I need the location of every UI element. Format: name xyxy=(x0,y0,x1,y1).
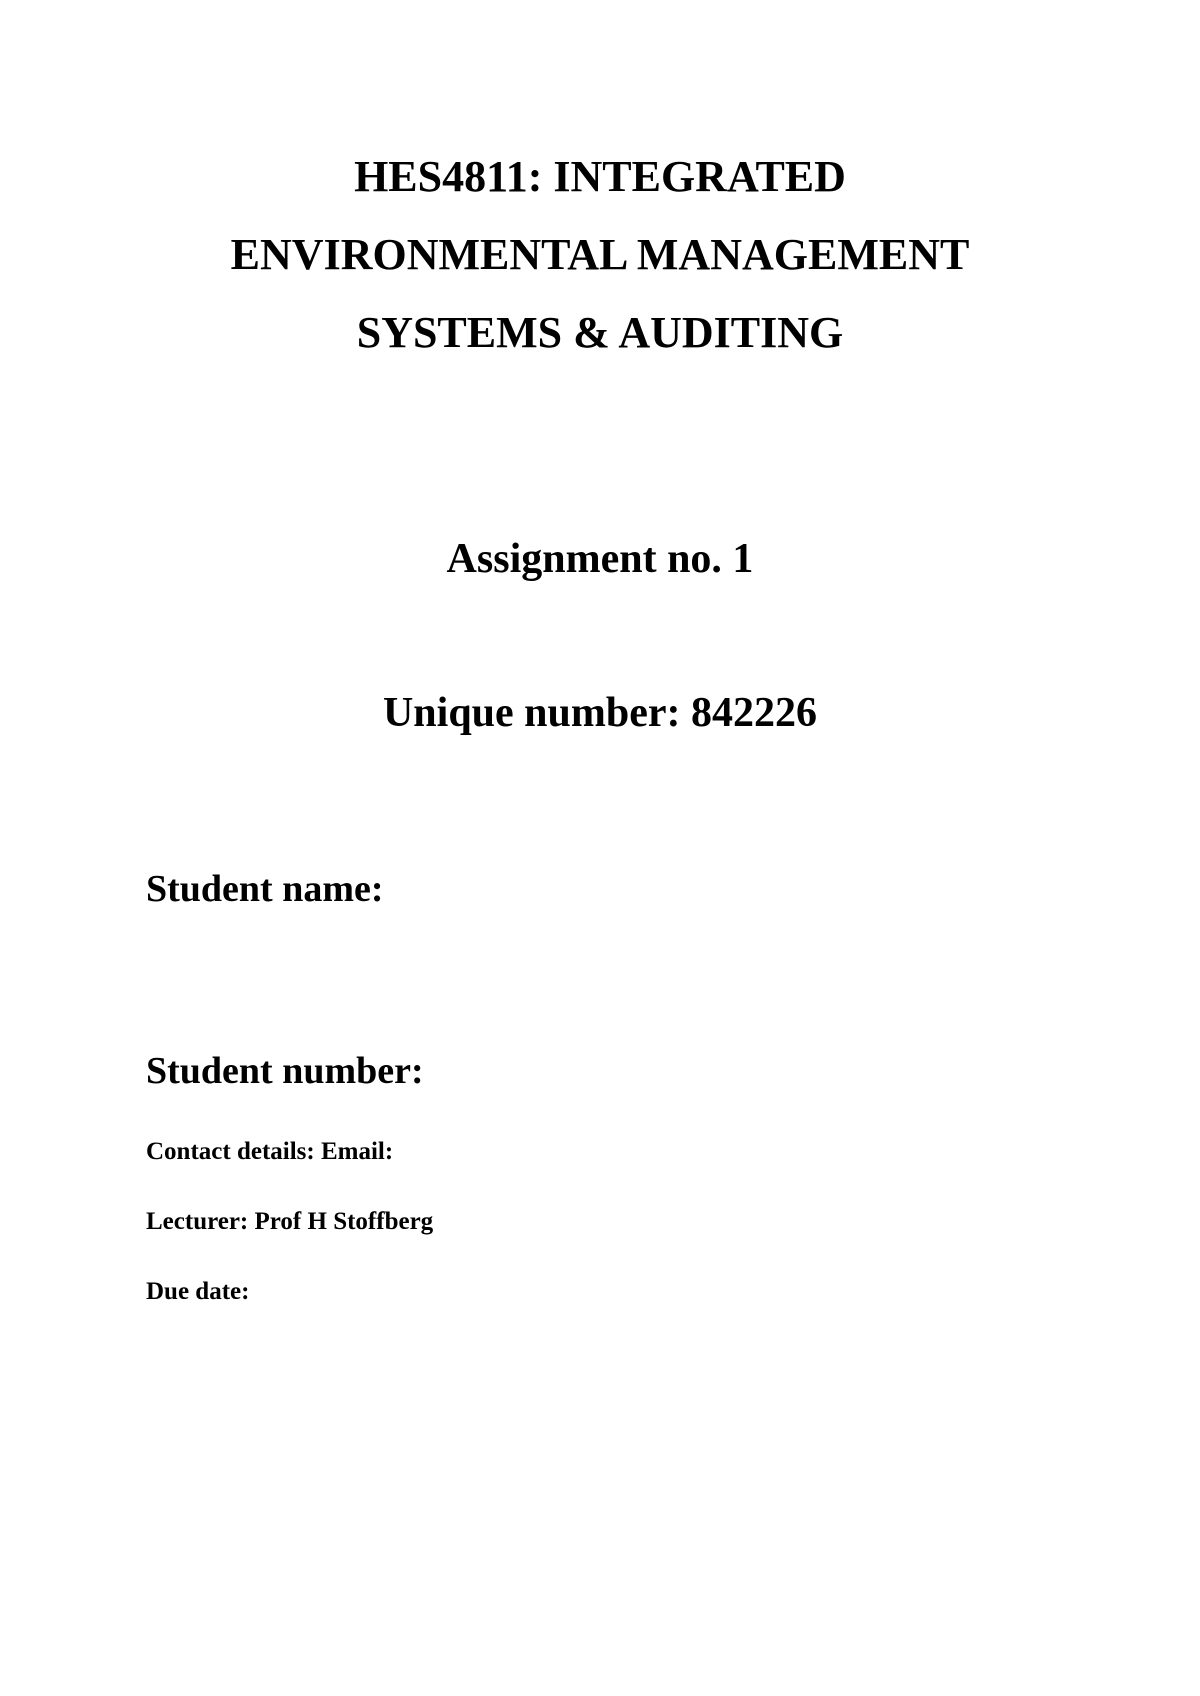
student-name-label: Student name: xyxy=(146,868,384,910)
course-title xyxy=(0,138,1200,372)
course-title-line-3: SYSTEMS & AUDITING xyxy=(356,308,844,357)
due-date-label: Due date: xyxy=(146,1278,250,1305)
unique-number: Unique number: 842226 xyxy=(382,690,818,736)
course-title-line-1: HES4811: INTEGRATED xyxy=(354,152,846,201)
lecturer-label: Lecturer: Prof H Stoffberg xyxy=(146,1208,434,1235)
contact-details-label: Contact details: Email: xyxy=(146,1138,394,1165)
student-number-label: Student number: xyxy=(146,1050,424,1092)
assignment-number: Assignment no. 1 xyxy=(446,536,754,582)
course-title-line-2: ENVIRONMENTAL MANAGEMENT xyxy=(230,230,970,279)
